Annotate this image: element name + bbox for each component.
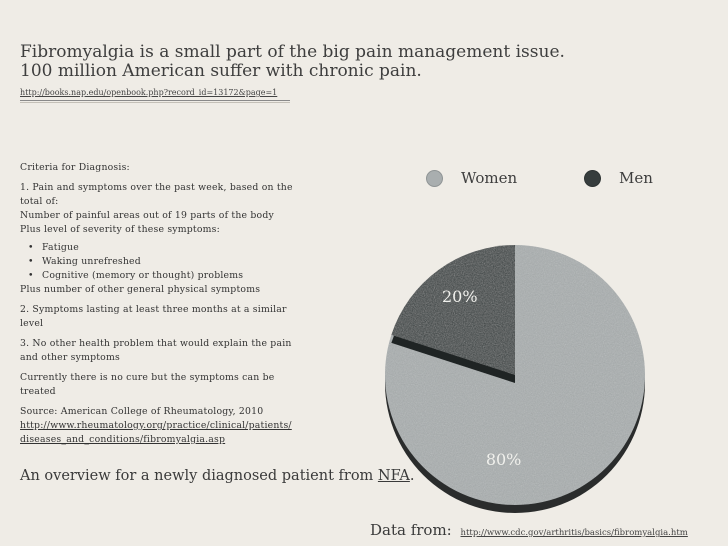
headline-source-link[interactable]: http://books.nap.edu/openbook.php?record_id=13172&page=1 xyxy=(20,88,278,97)
overview-text: An overview for a newly diagnosed patient from xyxy=(20,468,378,484)
symptom-fatigue: • Fatigue xyxy=(42,241,310,255)
criteria-item-1-line-b: total of: xyxy=(20,196,59,207)
source-link-line-a[interactable]: http://www.rheumatology.org/practice/clinical/patients/ xyxy=(20,420,292,431)
overview-end: . xyxy=(409,468,415,484)
nfa-link[interactable]: NFA xyxy=(377,468,410,484)
criteria-item-1-line-c: Number of painful areas out of 19 parts of the body xyxy=(20,210,274,221)
criteria-item-2: 2. Symptoms lasting at least three months at a similar level xyxy=(20,304,287,329)
symptom-waking-unrefreshed: • Waking unrefreshed xyxy=(42,255,310,269)
cure-line-b: treated xyxy=(20,386,56,397)
pie-label-women: 80% xyxy=(485,449,522,469)
legend-women-label: Women xyxy=(461,169,518,187)
criteria-title: Criteria for Diagnosis: xyxy=(20,162,130,173)
source-link-line-b[interactable]: diseases_and_conditions/fibromyalgia.asp xyxy=(20,434,226,445)
headline-line-2: 100 million American suffer with chronic pain. xyxy=(20,61,422,81)
cure-line-a: Currently there is no cure but the symptoms can be xyxy=(20,372,275,383)
criteria-item-3-line-a: 3. No other health problem that would explain the pain xyxy=(20,338,292,349)
symptom-cognitive: • Cognitive (memory or thought) problems xyxy=(42,269,310,283)
criteria-item-1-line-d: Plus level of severity of these symptoms: xyxy=(20,224,220,235)
legend-men-label: Men xyxy=(619,169,653,187)
pie-label-men: 20% xyxy=(441,287,478,307)
headline-line-1: Fibromyalgia is a small part of the big pain management issue. xyxy=(20,42,565,62)
data-source-link[interactable]: http://www.cdc.gov/arthritis/basics/fibromyalgia.htm xyxy=(460,528,688,538)
data-source-label: Data from: xyxy=(370,521,452,539)
criteria-item-3-line-b: and other symptoms xyxy=(20,352,120,363)
criteria-item-1-line-e: Plus number of other general physical symptoms xyxy=(20,284,261,295)
criteria-item-1-line-a: 1. Pain and symptoms over the past week, based on the xyxy=(20,182,293,193)
source-text: Source: American College of Rheumatology, 2010 xyxy=(20,406,264,417)
